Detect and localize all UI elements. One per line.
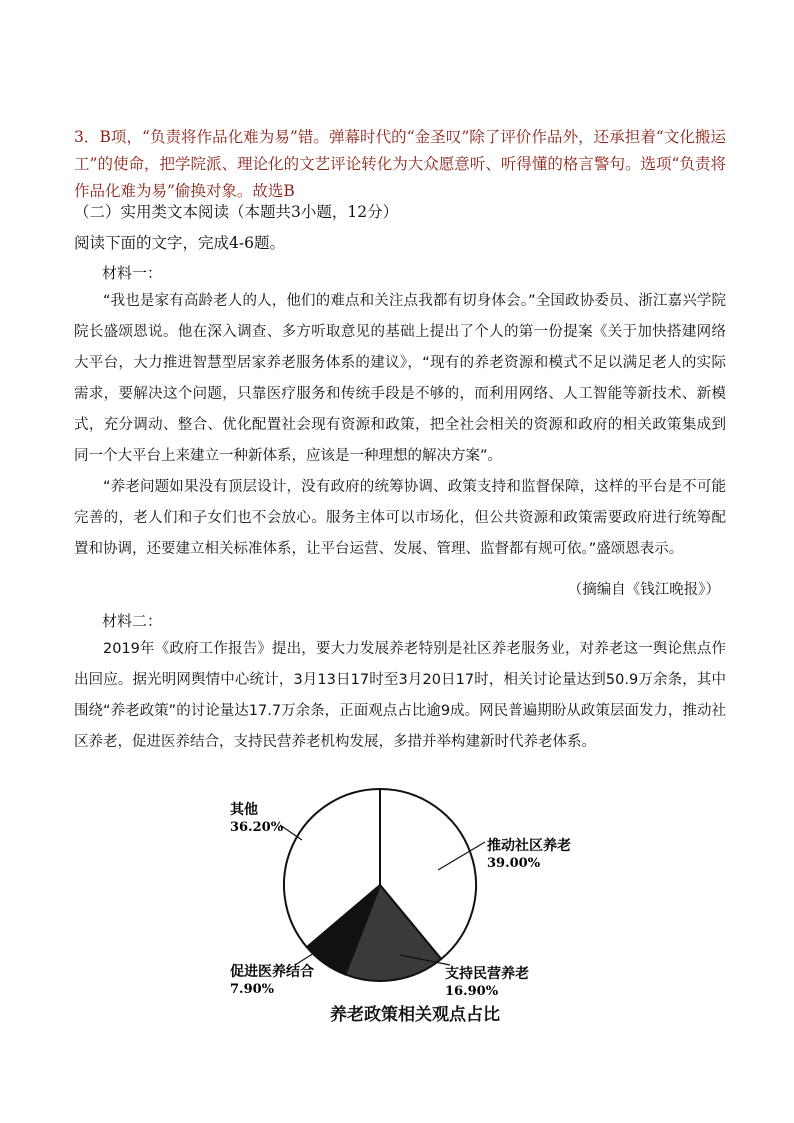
material2-paragraph: 2019年《政府工作报告》提出，要大力发展养老特别是社区养老服务业，对养老这一舆论焦点作出回应。据光明网舆情中心统计，3月13日17时至3月20日17时，相关讨论量达到50.9万余条，其中围绕“养老政策”的讨论量达17.7万余条，正面观点占比逾9成。网民普遍期盼从政策层面发力，推动社区养老，促进医养结合，支持民营养老机构发展，多措并举构建新时代养老体系。 <box>74 641 726 750</box>
reading-instruction: 阅读下面的文字，完成4-6题。 <box>74 234 285 252</box>
material1-label: 材料一： <box>102 264 163 282</box>
material1-paragraph-2: “养老问题如果没有顶层设计，没有政府的统筹协调、政策支持和监督保障，这样的平台是不可能完善的，老人们和子女们也不会放心。服务主体可以市场化，但公共资源和政策需要政府进行统筹配置和协调，还要建立相关标准体系，让平台运营、发展、管理、监督都有规可依。”盛颂恩表示。 <box>74 479 726 557</box>
slice-value: 7.90% <box>230 982 275 997</box>
answer-explanation: 3．B项，“负责将作品化难为易”错。弹幕时代的“金圣叹”除了评价作品外，还承担着“文化搬运工”的使命，把学院派、理论化的文艺评论转化为大众愿意听、听得懂的格言警句。选项“负责将作品化难为易”偷换对象。故选B <box>74 128 726 200</box>
slice-label: 其他 <box>230 802 258 818</box>
material1-body <box>74 286 726 565</box>
slice-label: 促进医养结合 <box>230 964 314 980</box>
pie-chart <box>210 780 610 1030</box>
material2-label: 材料二： <box>102 612 163 630</box>
slice-value: 36.20% <box>230 820 284 835</box>
section-heading: （二）实用类文本阅读（本题共3小题，12分） <box>74 203 399 221</box>
slice-value: 39.00% <box>487 856 541 871</box>
material1-paragraph-1: “我也是家有高龄老人的人，他们的难点和关注点我都有切身体会。”全国政协委员、浙江嘉兴学院院长盛颂恩说。他在深入调查、多方听取意见的基础上提出了个人的第一份提案《关于加快搭建网络大平台，大力推进智慧型居家养老服务体系的建议》，“现有的养老资源和模式不足以满足老人的实际需求，要解决这个问题，只靠医疗服务和传统手段是不够的，而利用网络、人工智能等新技术、新模式，充分调动、整合、优化配置社会现有资源和政策，把全社会相关的资源和政府的相关政策集成到同一个大平台上来建立一种新体系，应该是一种理想的解决方案”。 <box>74 293 726 464</box>
slice-label: 支持民营养老 <box>445 966 529 982</box>
material1-source: （摘编自《钱江晚报》） <box>567 582 720 598</box>
slice-value: 16.90% <box>445 984 499 999</box>
material2-body <box>74 634 726 758</box>
chart-title: 养老政策相关观点占比 <box>330 1005 500 1025</box>
slice-label: 推动社区养老 <box>487 838 571 854</box>
